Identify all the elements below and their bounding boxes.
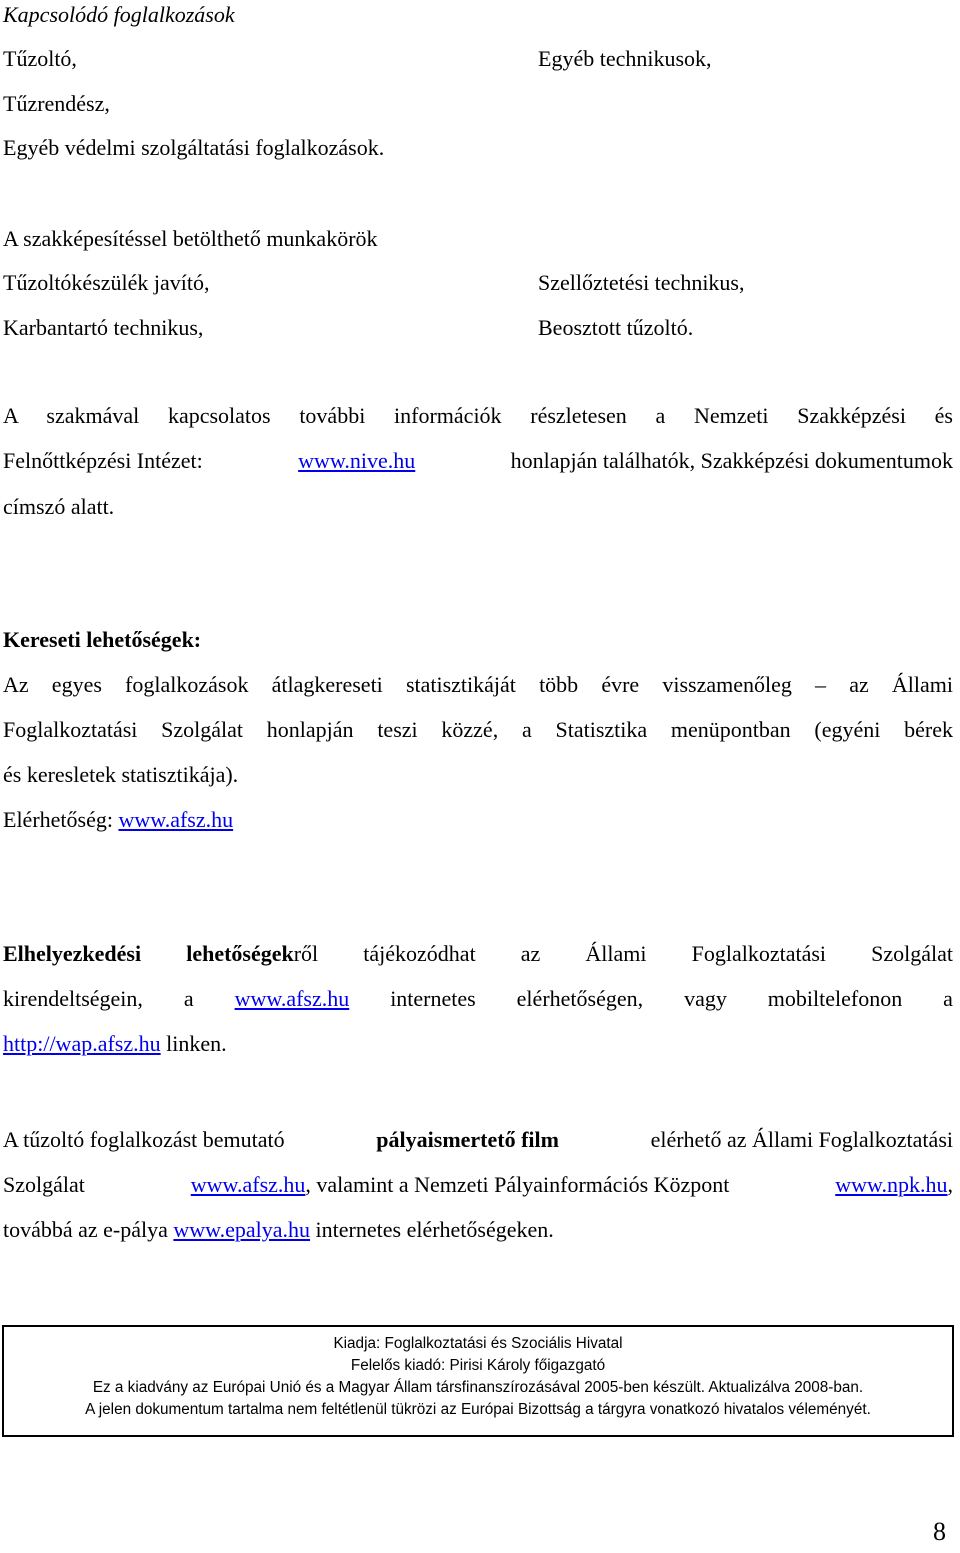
placement-bold: Elhelyezkedési xyxy=(3,941,142,966)
placement-word: vagy xyxy=(684,986,727,1011)
film-bold: pályaismertető film xyxy=(376,1127,559,1152)
afsz-link[interactable]: www.afsz.hu xyxy=(118,807,234,832)
publisher-footer xyxy=(2,1325,954,1437)
placement-suffix: ről xyxy=(293,941,319,966)
npk-link[interactable]: www.npk.hu xyxy=(835,1172,948,1197)
info-text: Felnőttképzési Intézet: xyxy=(3,448,203,473)
info-line-2 xyxy=(3,448,953,474)
film-line-3 xyxy=(3,1217,554,1243)
placement-line-3 xyxy=(3,1031,227,1057)
placement-word: Szolgálat xyxy=(871,941,953,966)
job-item: Szellőztetési technikus, xyxy=(538,270,745,295)
footer-responsible: Felelős kiadó: Pirisi Károly főigazgató xyxy=(350,1357,606,1374)
earnings-line-3: és keresletek statisztikája). xyxy=(3,762,239,787)
placement-word: a xyxy=(943,986,953,1011)
job-item: Tűzoltókészülék javító, xyxy=(3,270,210,295)
placement-line-1 xyxy=(3,941,953,967)
related-item: Tűzoltó, xyxy=(3,46,77,71)
epalya-link[interactable]: www.epalya.hu xyxy=(173,1217,311,1242)
jobs-heading: A szakképesítéssel betölthető munkakörök xyxy=(3,226,378,251)
placement-word: tájékozódhat xyxy=(363,941,476,966)
afsz-link[interactable]: www.afsz.hu xyxy=(234,986,350,1011)
placement-bold: lehetőségek xyxy=(186,941,294,966)
earnings-line-2: Foglalkoztatási Szolgálat honlapján teszi közzé, a Statisztika menüpontban (egyéni bérek xyxy=(3,717,953,742)
info-line-3: címszó alatt. xyxy=(3,494,115,519)
film-text: A tűzoltó foglalkozást bemutató xyxy=(3,1127,285,1152)
film-text: elérhető az Állami Foglalkoztatási xyxy=(650,1127,953,1152)
earnings-contact xyxy=(3,807,233,833)
placement-text: linken. xyxy=(166,1031,227,1056)
footer-publisher: Kiadja: Foglalkoztatási és Szociális Hivatal xyxy=(333,1335,623,1352)
placement-word: kirendeltségein, xyxy=(3,986,143,1011)
film-group xyxy=(191,1172,730,1198)
film-text: , xyxy=(947,1172,953,1197)
wap-afsz-link[interactable]: http://wap.afsz.hu xyxy=(3,1031,161,1056)
film-text: továbbá az e-pálya xyxy=(3,1217,168,1242)
related-item: Egyéb védelmi szolgáltatási foglalkozások. xyxy=(3,135,385,160)
film-group xyxy=(835,1172,953,1198)
info-line-1: A szakmával kapcsolatos további információk részletesen a Nemzeti Szakképzési és xyxy=(3,403,953,428)
film-line-2 xyxy=(3,1172,953,1198)
related-heading: Kapcsolódó foglalkozások xyxy=(3,2,235,27)
placement-line-2 xyxy=(3,986,953,1012)
afsz-link[interactable]: www.afsz.hu xyxy=(190,1172,306,1197)
page-number: 8 xyxy=(933,1517,946,1546)
earnings-line-1: Az egyes foglalkozások átlagkereseti statisztikáját több évre visszamenőleg – az Állami xyxy=(3,672,953,697)
info-text: honlapján találhatók, Szakképzési dokumentumok xyxy=(510,448,953,473)
placement-word: internetes xyxy=(390,986,476,1011)
related-item: Egyéb technikusok, xyxy=(538,46,712,71)
placement-word: Foglalkoztatási xyxy=(691,941,827,966)
placement-word: Állami xyxy=(585,941,647,966)
footer-funding: Ez a kiadvány az Európai Unió és a Magyar Állam társfinanszírozásával 2005-ben készült. Aktualizálva 2008-ban. xyxy=(92,1379,864,1396)
placement-word: a xyxy=(183,986,194,1011)
contact-label: Elérhetőség: xyxy=(3,807,113,832)
placement-word: elérhetőségen, xyxy=(516,986,644,1011)
related-item: Tűzrendész, xyxy=(3,91,110,116)
footer-disclaimer: A jelen dokumentum tartalma nem feltétlenül tükrözi az Európai Bizottság a tárgyra vonatkozó hivatalos véleményét. xyxy=(85,1401,871,1418)
film-line-1 xyxy=(3,1127,953,1153)
placement-word-group xyxy=(186,941,318,967)
job-item: Karbantartó technikus, xyxy=(3,315,204,340)
placement-word: mobiltelefonon xyxy=(767,986,903,1011)
earnings-heading: Kereseti lehetőségek: xyxy=(3,627,202,652)
film-text: Szolgálat xyxy=(3,1172,85,1197)
film-text: internetes elérhetőségeken. xyxy=(315,1217,554,1242)
film-text: , valamint a Nemzeti Pályainformációs Központ xyxy=(305,1172,730,1197)
nive-link[interactable]: www.nive.hu xyxy=(298,448,416,473)
job-item: Beosztott tűzoltó. xyxy=(538,315,694,340)
placement-word: az xyxy=(520,941,541,966)
